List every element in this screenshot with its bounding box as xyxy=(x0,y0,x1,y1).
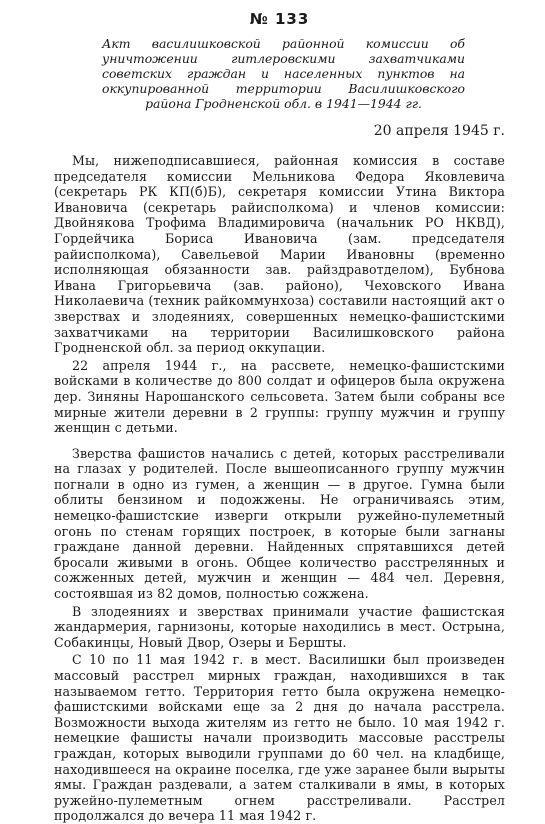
document-number: № 133 xyxy=(249,10,310,28)
document-heading: Акт василишковской районной комиссии об уничтожении гитлеровскими захватчиками советских граждан и населенных пунктов на оккупированной территории Василишковского района Гродненской обл. в 1941—1944 гг. xyxy=(102,36,465,111)
document-date: 20 апреля 1945 г. xyxy=(373,123,505,139)
body-paragraph: В злодеяниях и зверствах принимали участие фашистская жандармерия, гарнизоны, которые находились в мест. Острына, Собакинцы, Новый Двор, Озеры и Бершты. xyxy=(54,603,505,650)
body-paragraph: 22 апреля 1944 г., на рассвете, немецко-фашистскими войсками в количестве до 800 солдат и офицеров была окружена дер. Зиняны Нарошанского сельсовета. Затем были собраны все мирные жители деревни в 2 группы: группу мужчин и группу женщин с детьми. xyxy=(54,357,505,436)
body-paragraph: С 10 по 11 мая 1942 г. в мест. Василишки был произведен массовый расстрел мирных граждан, находившихся в так называемом гетто. Территория гетто была окружена немецко-фашистскими войсками еще за 2 дня до начала расстрела. Возможности выхода жителям из гетто не было. 10 мая 1942 г. немецкие фашисты начали производить массовые расстрелы граждан, которых выводили группами до 60 чел. на кладбище, находившееся на окраине поселка, где уже заранее были вырыты ямы. Граждан раздевали, а затем сталкивали в ямы, в которых ружейно-пулеметным огнем расстреливали. Расстрел продолжался до вечера 11 мая 1942 г. xyxy=(54,652,505,824)
body-paragraph: Мы, нижеподписавшиеся, районная комиссия в составе председателя комиссии Мельникова Федора Яковлевича (секретарь РК КП(б)Б), секретаря комиссии Утина Виктора Ивановича (секретарь райисполкома) и членов комиссии: Двойнякова Трофима Владимировича (начальник РО НКВД), Гордейчика Бориса Ивановича (зам. председателя райисполкома), Савельевой Марии Ивановны (временно исполняющая обязанности зав. райздравотделом), Бубнова Ивана Григорьевича (зав. районо), Чеховского Ивана Николаевича (техник райкоммунхоза) составили настоящий акт о зверствах и злодеяниях, совершенных немецко-фашистскими захватчиками на территории Василишковского района Гродненской обл. за период оккупации. xyxy=(54,153,505,356)
body-paragraph: Зверства фашистов начались с детей, которых расстреливали на глазах у родителей. После вышеописанного группу мужчин погнали в одно из гумен, а женщин — в другое. Гумна были облиты бензином и подожжены. Не ограничиваясь этим, немецко-фашистские изверги открыли ружейно-пулеметный огонь по стенам горящих построек, в которые были загнаны граждане данной деревни. Найденных спрятавшихся детей бросали живыми в огонь. Общее количество расстрелянных и сожженных детей, мужчин и женщин — 484 чел. Деревня, состоявшая из 82 домов, полностью сожжена. xyxy=(54,445,505,602)
